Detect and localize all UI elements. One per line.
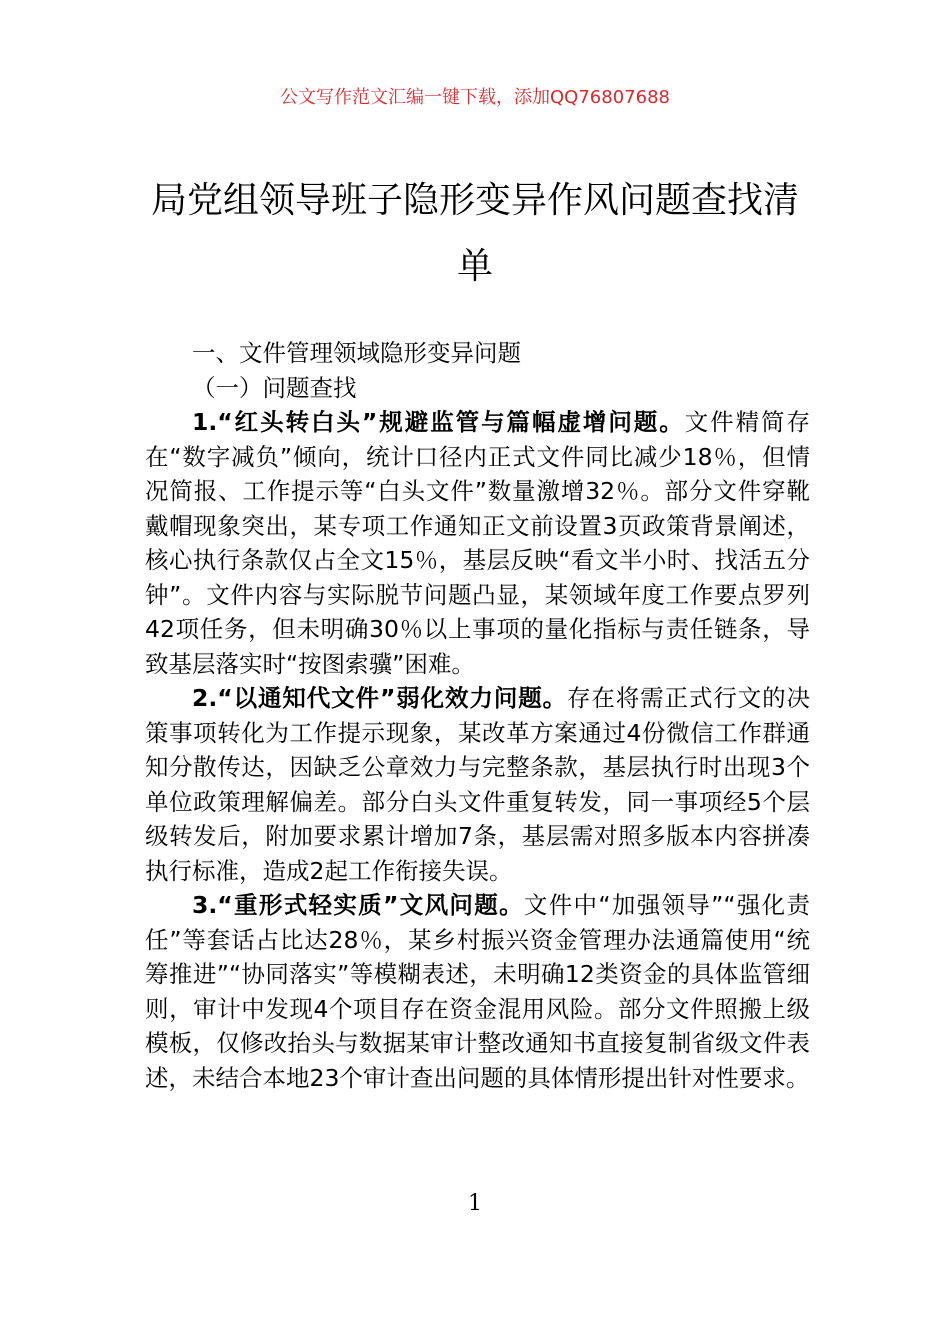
section-heading: 一、文件管理领域隐形变异问题 <box>192 339 521 367</box>
page-number: 1 <box>468 1191 482 1216</box>
item-1-text: 文件精简存在“数字减负”倾向，统计口径内正式文件同比减少18％，但情况简报、工作提示等“白头文件”数量激增32％。部分文件穿靴戴帽现象突出，某专项工作通知正文前设置3页政策背景阐述，核心执行条款仅占全文15％，基层反映“看文半小时、找活五分钟”。文件内容与实际脱节问题凸显，某领域年度工作要点罗列42项任务，但未明确30％以上事项的量化指标与责任链条，导致基层落实时“按图索骥”困难。 <box>145 408 810 678</box>
section-subheading: （一）问题查找 <box>192 373 357 402</box>
document-body <box>145 336 810 1095</box>
paragraph-item-2 <box>145 681 810 888</box>
page-title: 局党组领导班子隐形变异作风问题查找清单 <box>150 180 799 287</box>
paragraph-item-3 <box>145 888 810 1095</box>
item-3-text: 文件中“加强领导”“强化责任”等套话占比达28％，某乡村振兴资金管理办法通篇使用“统筹推进”“协同落实”等模糊表述，未明确12类资金的具体监管细则，审计中发现4个项目存在资金混用风险。部分文件照搬上级模板，仅修改抬头与数据某审计整改通知书直接复制省级文件表述，未结合本地23个审计查出问题的具体情形提出针对性要求。 <box>145 891 811 1092</box>
item-1-lead: 1.“红头转白头”规避监管与篇幅虚增问题。 <box>192 408 685 436</box>
item-3-lead: 3.“重形式轻实质”文风问题。 <box>192 891 524 919</box>
paragraph-item-1 <box>145 405 810 681</box>
download-watermark: 公文写作范文汇编一键下载，添加QQ76807688 <box>280 87 670 108</box>
item-2-lead: 2.“以通知代文件”弱化效力问题。 <box>192 684 567 712</box>
item-2-text: 存在将需正式行文的决策事项转化为工作提示现象，某改革方案通过4份微信工作群通知分散传达，因缺乏公章效力与完整条款，基层执行时出现3个单位政策理解偏差。部分白头文件重复转发，同一事项经5个层级转发后，附加要求累计增加7条，基层需对照多版本内容拼凑执行标准，造成2起工作衔接失误。 <box>145 684 810 885</box>
